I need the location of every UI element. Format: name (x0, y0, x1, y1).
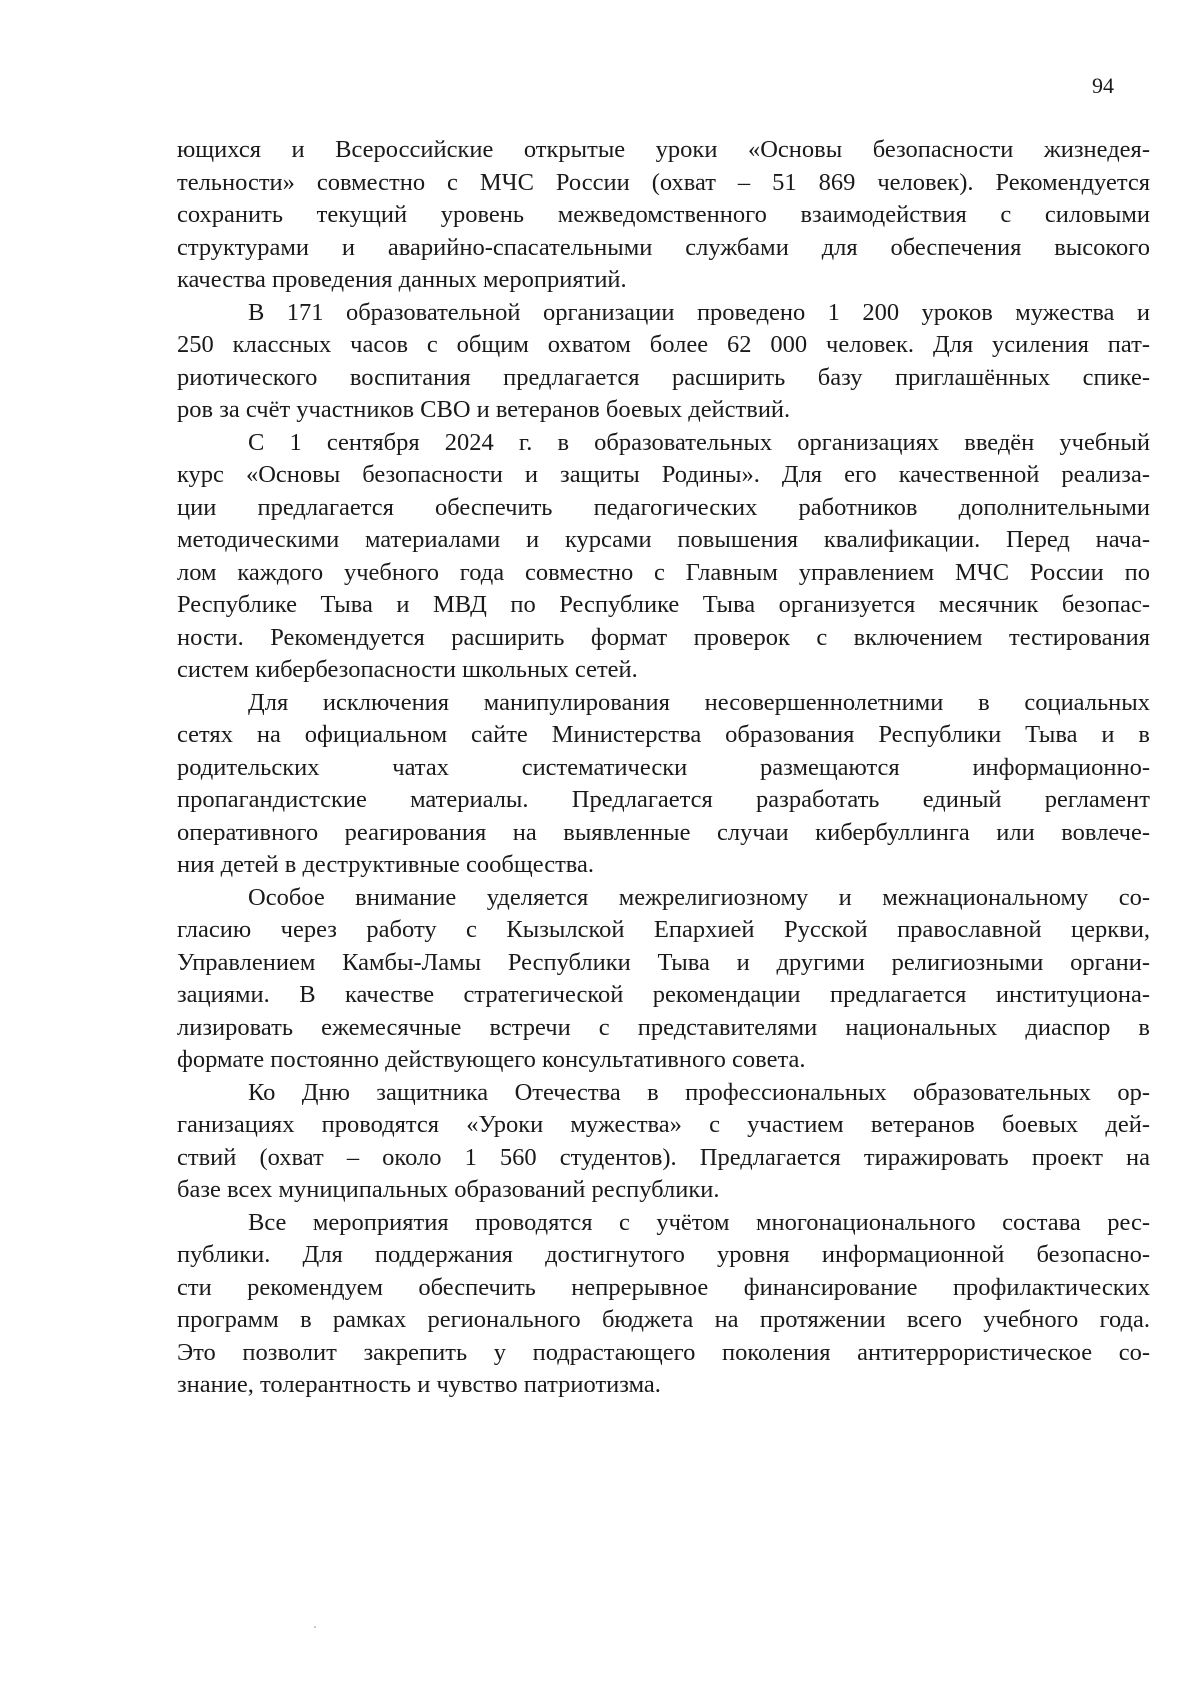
text-line: лом каждого учебного года совместно с Главным управлением МЧС России по (177, 558, 1150, 586)
text-line: курс «Основы безопасности и защиты Родины». Для его качественной реализа- (177, 461, 1150, 488)
text-line: лизировать ежемесячные встречи с представителями национальных диаспор в (177, 1013, 1150, 1041)
document-body (177, 134, 1150, 1402)
text-line: структурами и аварийно-спасательными службами для обеспечения высокого (177, 233, 1150, 261)
text-line: формате постоянно действующего консультативного совета. (177, 1046, 806, 1073)
text-line: ствий (охват – около 1 560 студентов). Предлагается тиражировать проект на (177, 1143, 1150, 1171)
text-line: гласию через работу с Кызылской Епархией Русской православной церкви, (177, 916, 1150, 943)
paragraph-4 (177, 687, 1150, 882)
text-line: ности. Рекомендуется расширить формат проверок с включением тестирования (177, 623, 1150, 651)
text-line: качества проведения данных мероприятий. (177, 266, 627, 293)
text-line: систем кибербезопасности школьных сетей. (177, 656, 638, 683)
text-line: Все мероприятия проводятся с учётом многонационального состава рес- (248, 1208, 1150, 1236)
paragraph-2 (177, 297, 1150, 427)
text-line: Республике Тыва и МВД по Республике Тыва организуется месячник безопас- (177, 591, 1150, 618)
text-line: С 1 сентября 2024 г. в образовательных организациях введён учебный (248, 428, 1150, 456)
text-line: 250 классных часов с общим охватом более 62 000 человек. Для усиления пат- (177, 331, 1150, 358)
text-line: методическими материалами и курсами повышения квалификации. Перед нача- (177, 526, 1150, 553)
page-number: 94 (1092, 73, 1114, 98)
text-line: сетях на официальном сайте Министерства образования Республики Тыва и в (177, 721, 1150, 748)
text-line: сти рекомендуем обеспечить непрерывное финансирование профилактических (177, 1273, 1150, 1301)
text-line: ющихся и Всероссийские открытые уроки «Основы безопасности жизнедея- (177, 136, 1150, 163)
paragraph-5 (177, 882, 1150, 1077)
text-line: ганизациях проводятся «Уроки мужества» с участием ветеранов боевых дей- (177, 1111, 1150, 1138)
text-line: ции предлагается обеспечить педагогических работников дополнительными (177, 493, 1150, 521)
text-line: публики. Для поддержания достигнутого уровня информационной безопасно- (177, 1241, 1150, 1268)
text-line: Ко Дню защитника Отечества в профессиональных образовательных ор- (248, 1078, 1150, 1106)
text-line: программ в рамках регионального бюджета на протяжении всего учебного года. (177, 1306, 1150, 1333)
text-line: Управлением Камбы-Ламы Республики Тыва и другими религиозными органи- (177, 948, 1150, 976)
text-line: сохранить текущий уровень межведомственного взаимодействия с силовыми (177, 201, 1150, 228)
text-line: В 171 образовательной организации проведено 1 200 уроков мужества и (248, 298, 1150, 326)
text-line: риотического воспитания предлагается расширить базу приглашённых спике- (177, 363, 1150, 391)
text-line: пропагандистские материалы. Предлагается разработать единый регламент (177, 786, 1150, 813)
paragraph-7 (177, 1207, 1150, 1402)
text-line: Особое внимание уделяется межрелигиозному и межнациональному со- (248, 883, 1150, 911)
paragraph-1 (177, 134, 1150, 297)
paragraph-3 (177, 427, 1150, 687)
text-line: родительских чатах систематически размещаются информационно- (177, 753, 1150, 781)
text-line: Для исключения манипулирования несовершеннолетними в социальных (248, 688, 1150, 716)
paragraph-6 (177, 1077, 1150, 1207)
text-line: тельности» совместно с МЧС России (охват – 51 869 человек). Рекомендуется (177, 168, 1150, 196)
text-line: Это позволит закрепить у подрастающего поколения антитеррористическое со- (177, 1338, 1150, 1366)
text-line: знание, толерантность и чувство патриотизма. (177, 1371, 661, 1398)
text-line: ров за счёт участников СВО и ветеранов боевых действий. (177, 396, 791, 423)
scan-artifact (314, 1626, 316, 1628)
text-line: ния детей в деструктивные сообщества. (177, 851, 595, 878)
text-line: базе всех муниципальных образований республики. (177, 1176, 720, 1203)
text-line: оперативного реагирования на выявленные случаи кибербуллинга или вовлече- (177, 818, 1150, 846)
text-line: зациями. В качестве стратегической рекомендации предлагается институциона- (177, 981, 1150, 1008)
